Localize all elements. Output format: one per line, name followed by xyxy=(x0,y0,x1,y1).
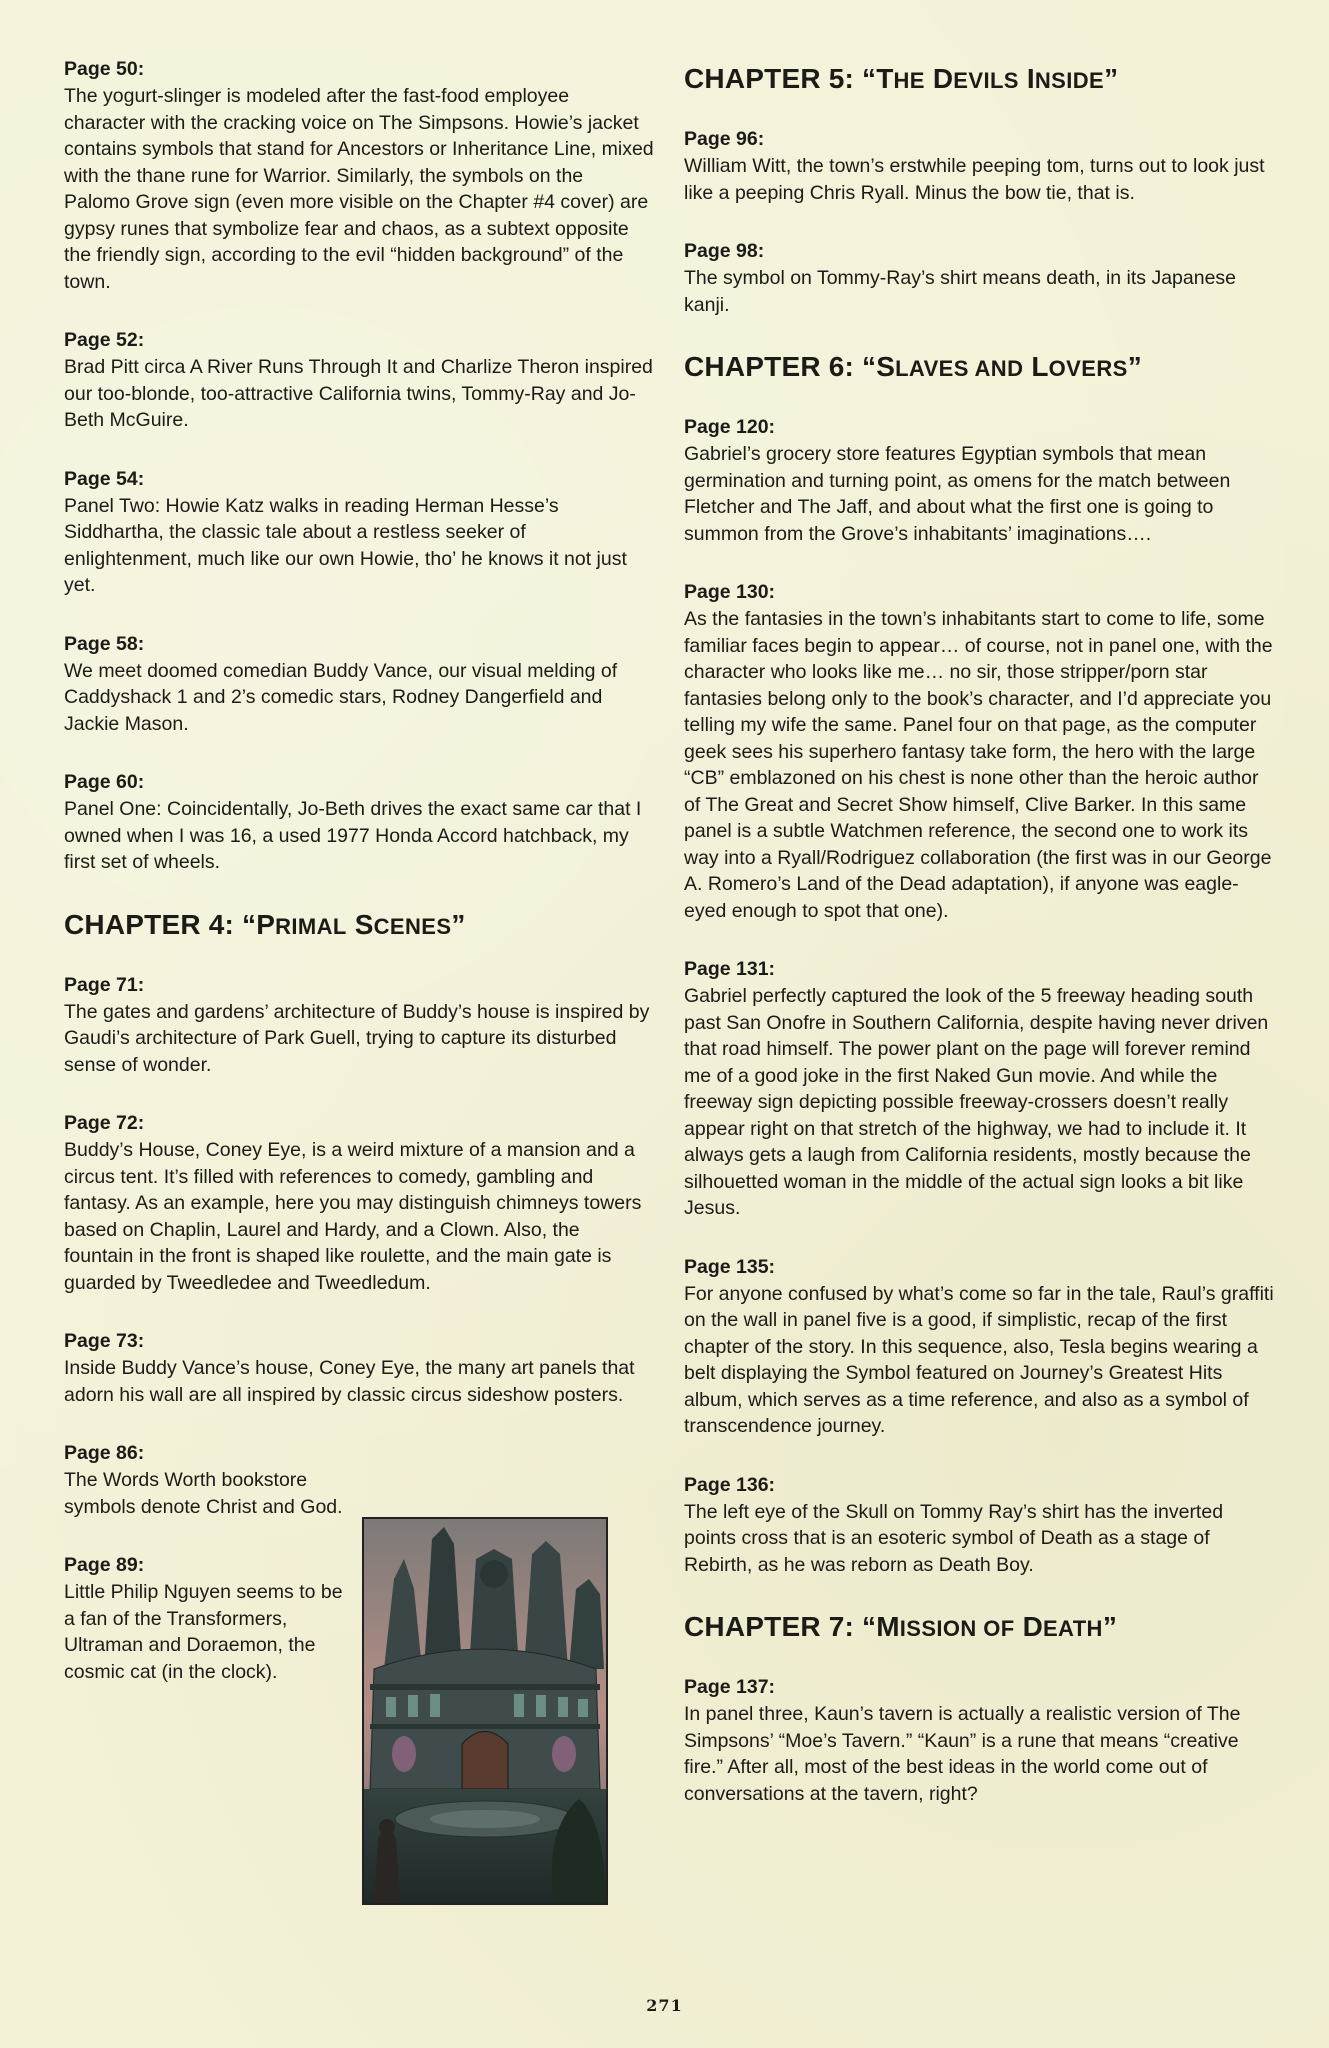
entry-title: Page 98: xyxy=(684,240,765,262)
chapter-suffix: ” xyxy=(451,908,466,940)
chapter-word: EVILS xyxy=(953,68,1019,93)
entry-text: We meet doomed comedian Buddy Vance, our visual melding of Caddyshack 1 and 2’s comedic stars, Rodney Dangerfield and Jackie Mason. xyxy=(64,659,618,735)
entry-page-72 xyxy=(64,1110,654,1296)
chapter-cap: D xyxy=(932,63,954,94)
entry-title: Page 135: xyxy=(684,1255,776,1278)
entry-page-120 xyxy=(684,414,1274,547)
chapter-cap: D xyxy=(1022,1611,1043,1642)
chapter-cap: S xyxy=(354,908,374,940)
chapter-6-heading xyxy=(684,350,1274,386)
entry-page-71 xyxy=(64,972,654,1079)
chapter-word: OVERS xyxy=(1048,356,1128,381)
chapter-7-heading xyxy=(684,1610,1274,1646)
chapter-5-heading xyxy=(684,62,1274,98)
entry-text: Gabriel’s grocery store features Egyptian symbols that mean germination and turning point, as omens for the match between Fletcher and The Jaff, and about what the first one is going to summon from the Grove’s inhabitants’ imaginations…. xyxy=(684,443,1231,545)
entry-title: Page 71: xyxy=(64,973,145,996)
entry-title: Page 137: xyxy=(684,1676,776,1698)
entry-text: Panel One: Coincidentally, Jo-Beth drives the exact same car that I owned when I was 16, a used 1977 Honda Accord hatchback, my first set of wheels. xyxy=(64,798,642,873)
entry-title: Page 58: xyxy=(64,632,145,655)
entry-title: Page 86: xyxy=(64,1442,145,1464)
chapter-word: CENES xyxy=(373,913,452,939)
chapter-suffix: ” xyxy=(1127,351,1142,382)
entry-title: Page 96: xyxy=(684,128,765,150)
entry-page-54 xyxy=(64,466,654,599)
entry-page-60 xyxy=(64,769,654,876)
chapter-prefix: CHAPTER 7: “ xyxy=(684,1611,877,1642)
chapter-prefix: CHAPTER 6: “ xyxy=(684,351,877,382)
entry-text: Little Philip Nguyen seems to be a fan of the Transformers, Ultraman and Doraemon, the cosmic cat (in the clock). xyxy=(64,1581,343,1683)
entry-title: Page 72: xyxy=(64,1112,145,1134)
entry-title: Page 73: xyxy=(64,1330,145,1352)
entry-page-89 xyxy=(64,1552,344,1685)
entry-title: Page 60: xyxy=(64,771,145,793)
entry-text: Panel Two: Howie Katz walks in reading Herman Hesse’s Siddhartha, the classic tale about a restless seeker of enlightenment, much like our own Howie, tho’ he knows it not just yet. xyxy=(64,494,627,596)
chapter-suffix: ” xyxy=(1102,1611,1118,1642)
entry-text: The yogurt-slinger is modeled after the fast-food employee character with the cracking voice on The Simpsons. Howie’s jacket contains symbols that stand for Ancestors or Inheritance Line, mixed with the thane rune for Warrior. Similarly, the symbols on the Palomo Grove sign (even more visible on the Chapter #4 cover) are gypsy runes that symbolize fear and chaos, as a subtext opposite the friendly sign, according to the evil “hidden background” of the town. xyxy=(64,85,654,293)
entry-title: Page 52: xyxy=(64,329,145,351)
chapter-cap: M xyxy=(876,1611,900,1642)
entry-page-50 xyxy=(64,56,654,295)
wrapped-entries xyxy=(64,1440,344,1685)
chapter-cap: I xyxy=(1026,63,1035,94)
entry-page-86 xyxy=(64,1440,344,1520)
entry-page-131 xyxy=(684,956,1274,1222)
entry-text: The Words Worth bookstore symbols denote Christ and God. xyxy=(64,1469,343,1518)
chapter-word: ISSION OF xyxy=(899,1616,1015,1641)
chapter-word: EATH xyxy=(1042,1616,1103,1641)
chapter-word: RIMAL xyxy=(275,913,347,939)
chapter-word: NSIDE xyxy=(1034,68,1105,93)
chapter-cap: L xyxy=(1031,351,1049,382)
entry-title: Page 89: xyxy=(64,1554,145,1576)
entry-text: Buddy’s House, Coney Eye, is a weird mixture of a mansion and a circus tent. It’s filled with references to comedy, gambling and fantasy. As an example, here you may distinguish chimneys towers based on Chaplin, Laurel and Hardy, and a Clown. Also, the fountain in the front is shaped like roulette, and the main gate is guarded by Tweedledee and Tweedledum. xyxy=(64,1139,642,1294)
entry-text: For anyone confused by what’s come so far in the tale, Raul’s graffiti on the wall in panel five is a good, if simplistic, recap of the first chapter of the story. In this sequence, also, Tesla begins wearing a belt displaying the Symbol featured on Journey’s Greatest Hits album, which serves as a time reference, and also as a symbol of transcendence journey. xyxy=(684,1282,1274,1437)
entry-text: The gates and gardens’ architecture of Buddy’s house is inspired by Gaudi’s architecture of Park Guell, trying to capture its disturbed sense of wonder. xyxy=(64,1000,650,1076)
chapter-word: HE xyxy=(893,68,925,93)
entry-page-136 xyxy=(684,1472,1274,1579)
entry-text: Brad Pitt circa A River Runs Through It and Charlize Theron inspired our too-blonde, too-attractive California twins, Tommy-Ray and Jo-Beth McGuire. xyxy=(64,356,653,431)
entry-title: Page 50: xyxy=(64,58,145,80)
entry-title: Page 136: xyxy=(684,1473,776,1496)
entry-page-135 xyxy=(684,1254,1274,1440)
chapter-prefix: CHAPTER 4: “ xyxy=(64,908,257,940)
right-column xyxy=(684,58,1274,1839)
entry-text: William Witt, the town’s erstwhile peeping tom, turns out to look just like a peeping Chris Ryall. Minus the bow tie, that is. xyxy=(684,155,1265,204)
entry-title: Page 54: xyxy=(64,467,145,490)
entry-text: The symbol on Tommy-Ray’s shirt means death, in its Japanese kanji. xyxy=(684,267,1237,316)
entry-text: Gabriel perfectly captured the look of the 5 freeway heading south past San Onofre in Southern California, despite having never driven that road himself. The power plant on the page will forever remind me of a good joke in the first Naked Gun movie. And while the freeway sign depicting possible freeway-crossers doesn’t really appear right on that stretch of the highway, we had to include it. It always gets a laugh from California residents, mostly because the silhouetted woman in the middle of the actual sign looks a bit like Jesus. xyxy=(684,985,1269,1219)
chapter-suffix: ” xyxy=(1104,63,1119,94)
entry-page-73 xyxy=(64,1328,654,1408)
entry-title: Page 130: xyxy=(684,581,776,603)
entry-page-52 xyxy=(64,327,654,434)
entry-page-137 xyxy=(684,1674,1274,1807)
chapter-word: LAVES AND xyxy=(895,356,1024,381)
entry-text: Inside Buddy Vance’s house, Coney Eye, the many art panels that adorn his wall are all inspired by classic circus sideshow posters. xyxy=(64,1357,635,1406)
page-number: 271 xyxy=(646,1996,683,2015)
house-artwork xyxy=(364,1519,606,1903)
entry-text: In panel three, Kaun’s tavern is actually a realistic version of The Simpsons’ “Moe’s Tavern.” “Kaun” is a rune that means “creative fire.” After all, most of the best ideas in the world come out of conversations at the tavern, right? xyxy=(684,1703,1241,1805)
coney-eye-illustration xyxy=(362,1517,608,1905)
chapter-4-heading xyxy=(64,908,654,944)
chapter-prefix: CHAPTER 5: “ xyxy=(684,63,877,94)
entry-title: Page 131: xyxy=(684,958,776,980)
chapter-cap: S xyxy=(876,351,896,382)
entry-title: Page 120: xyxy=(684,416,776,438)
entry-page-130 xyxy=(684,579,1274,924)
left-column xyxy=(64,56,654,1717)
chapter-cap: T xyxy=(876,63,894,94)
chapter-cap: P xyxy=(256,908,276,940)
entry-text: The left eye of the Skull on Tommy Ray’s shirt has the inverted points cross that is an esoteric symbol of Death as a stage of Rebirth, as he was reborn as Death Boy. xyxy=(684,1500,1224,1576)
entry-page-58 xyxy=(64,631,654,738)
entry-page-98 xyxy=(684,238,1274,318)
entry-page-96 xyxy=(684,126,1274,206)
entry-text: As the fantasies in the town’s inhabitants start to come to life, some familiar faces begin to appear… of course, not in panel one, with the character who looks like me… no sir, those stripper/porn star fantasies belong only to the book’s character, and I’d appreciate you telling my wife the same. Panel four on that page, as the computer geek sees his superhero fantasy take form, the hero with the large “CB” emblazoned on his chest is none other than the heroic author of The Great and Secret Show himself, Clive Barker. In this same panel is a subtle Watchmen reference, the second one to work its way into a Ryall/Rodriguez collaboration (the first was in our George A. Romero’s Land of the Dead adaptation), if anyone was eagle-eyed enough to spot that one). xyxy=(684,608,1273,922)
